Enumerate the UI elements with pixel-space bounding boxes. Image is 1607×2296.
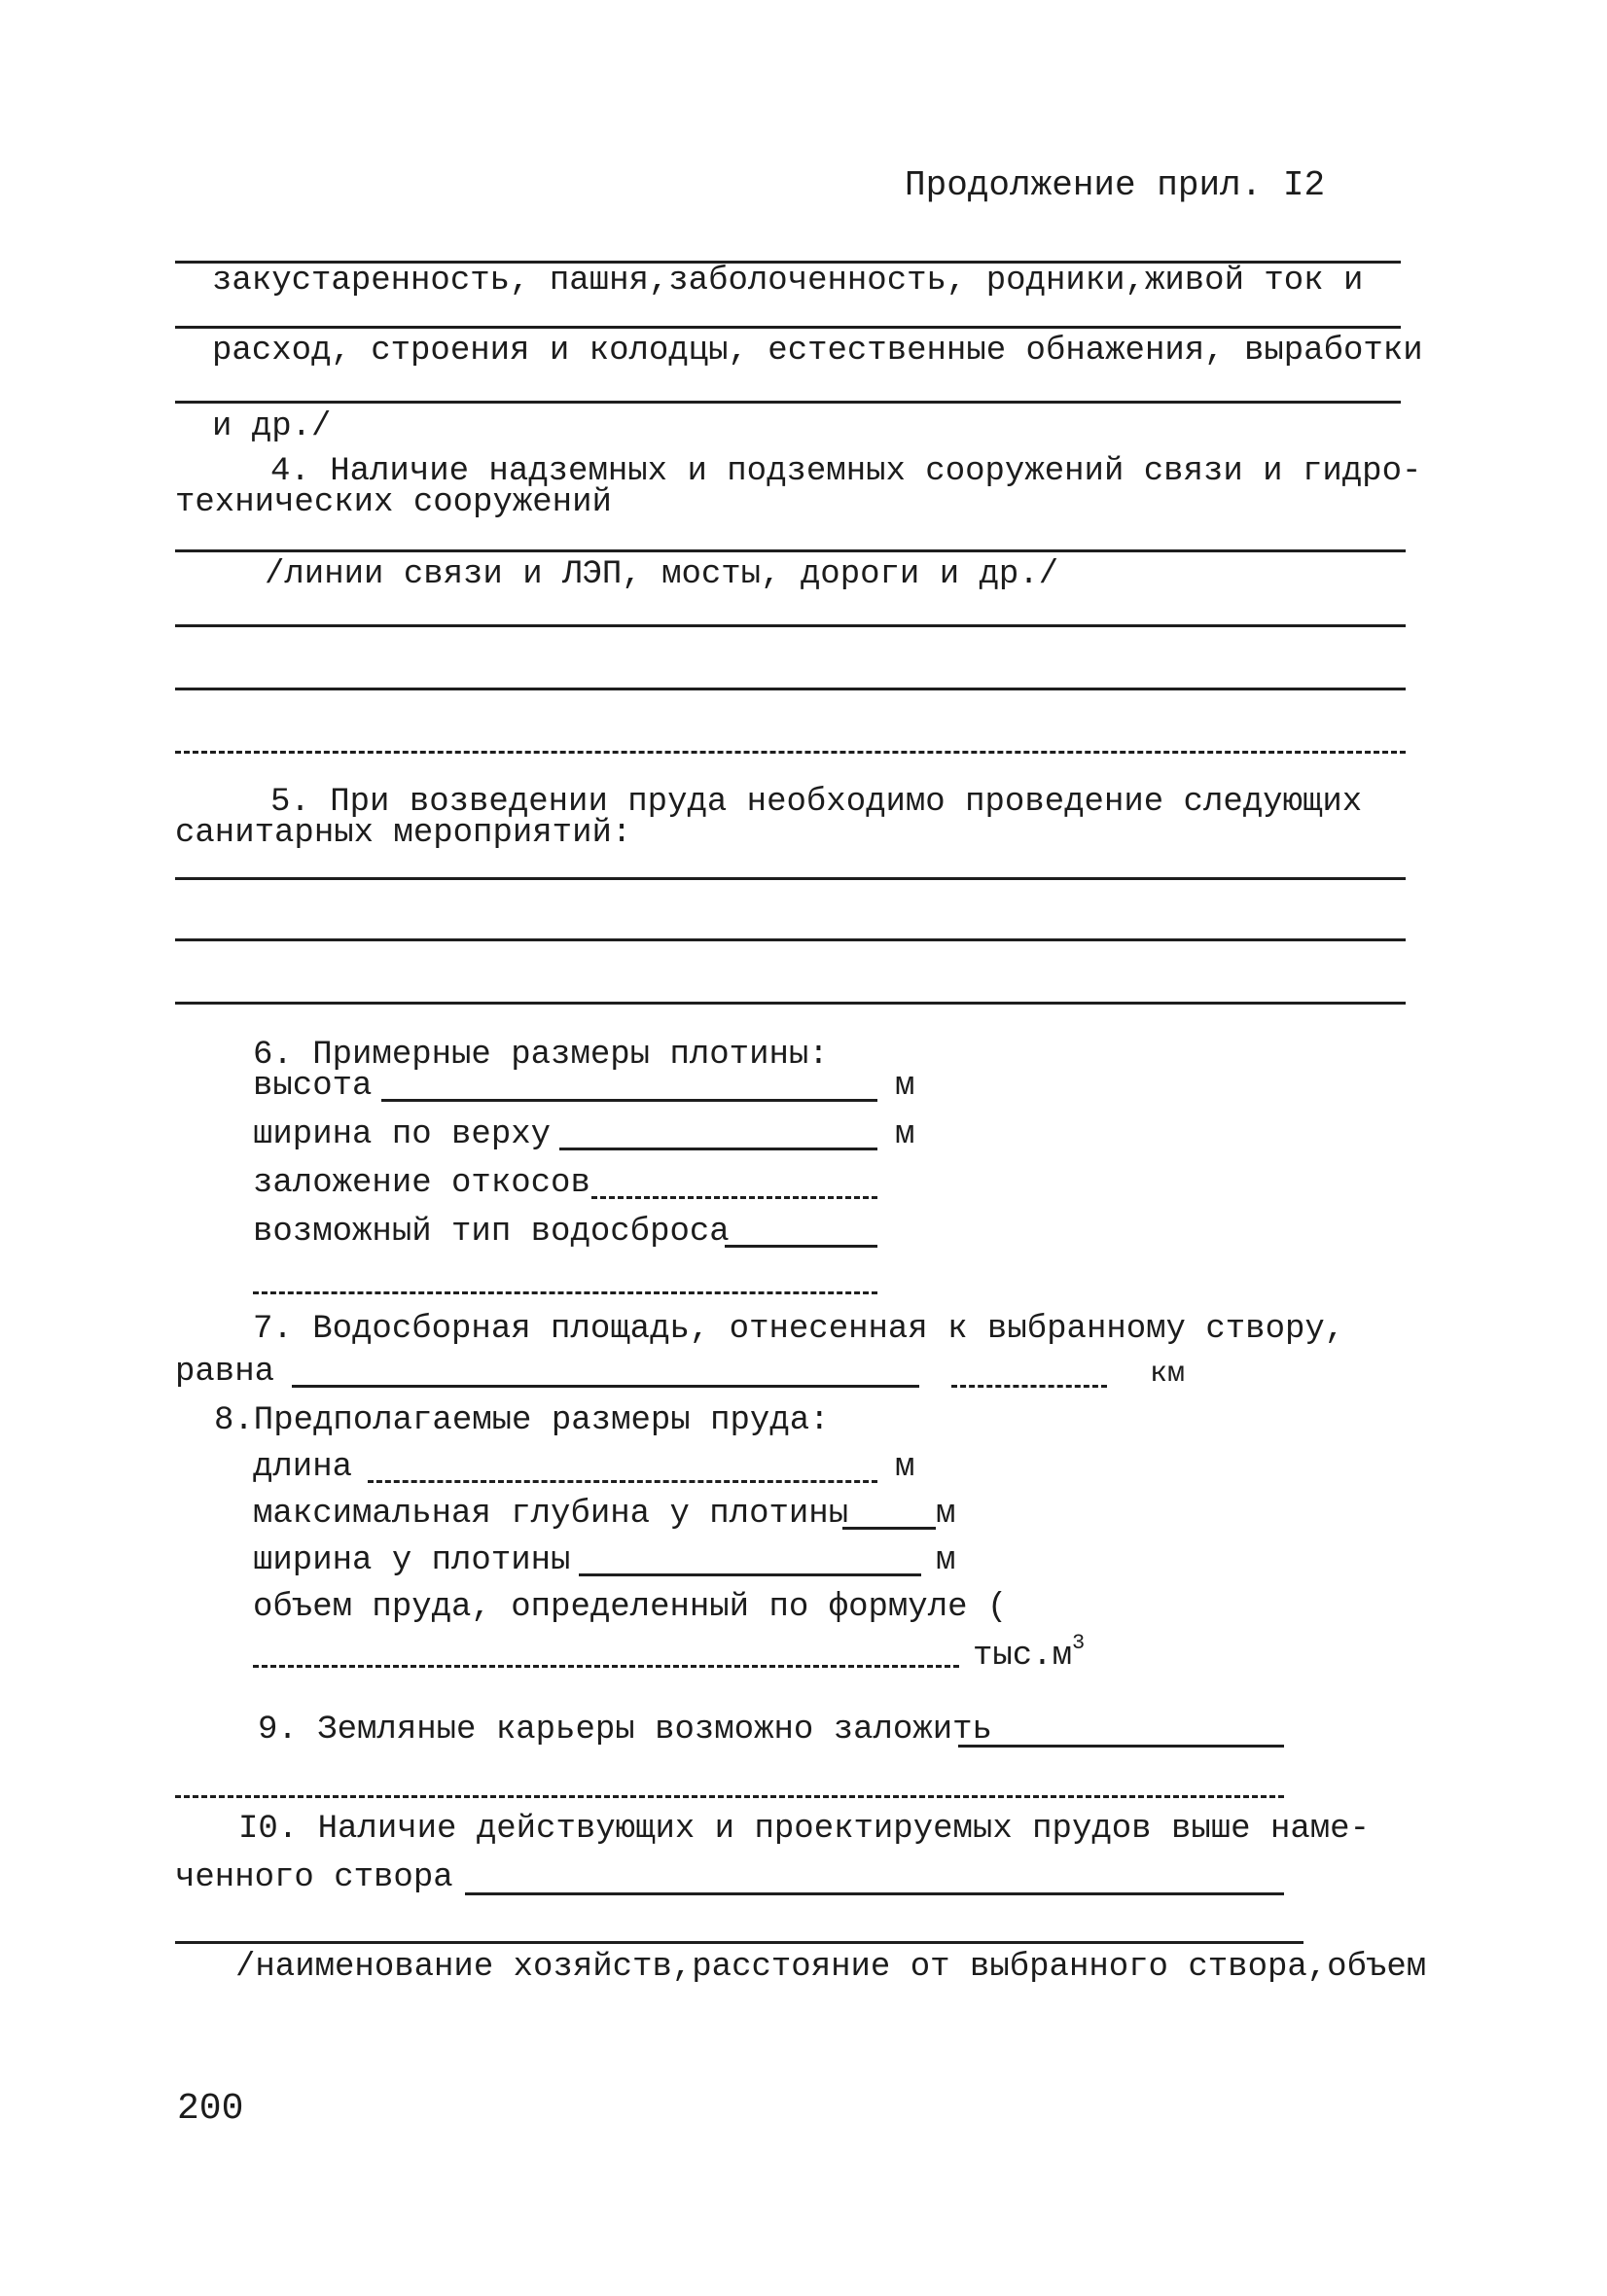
catchment-field[interactable]	[292, 1385, 919, 1388]
pond-volume-unit-text: тыс.м	[973, 1638, 1073, 1675]
pond-width-label: ширина у плотины	[253, 1542, 571, 1579]
fill-line	[175, 326, 1401, 329]
max-depth-label: максимальная глубина у плотины	[253, 1496, 849, 1533]
fill-line	[175, 938, 1406, 941]
pond-volume-field[interactable]	[253, 1665, 959, 1668]
section4-line2: технических сооружений	[175, 484, 612, 521]
pond-length-unit: м	[895, 1449, 915, 1486]
pond-volume-unit-sup: 3	[1072, 1631, 1086, 1655]
catchment-unit: км	[1150, 1358, 1186, 1391]
dam-height-field[interactable]	[381, 1099, 877, 1102]
dam-height-label: высота	[253, 1068, 373, 1105]
slope-label: заложение откосов	[253, 1165, 590, 1202]
fill-line	[175, 401, 1401, 404]
catchment-field-cont[interactable]	[951, 1385, 1107, 1388]
slope-field[interactable]	[591, 1196, 877, 1199]
fill-line	[175, 1941, 1303, 1944]
page-number: 200	[177, 2088, 244, 2130]
dam-width-label: ширина по верху	[253, 1116, 552, 1153]
section3-line2: расход, строения и колодцы, естественные обнажения, выработки	[212, 333, 1423, 370]
section5-line2: санитарных мероприятий:	[175, 815, 632, 852]
section4-line1: 4. Наличие надземных и подземных сооружений связи и гидро-	[270, 453, 1422, 490]
section8-title: 8.Предполагаемые размеры пруда:	[214, 1402, 830, 1439]
fill-line	[175, 688, 1406, 690]
continuation-header: Продолжение прил. I2	[905, 165, 1326, 205]
section4-hint: /линии связи и ЛЭП, мосты, дороги и др./	[265, 556, 1059, 593]
pond-width-field[interactable]	[579, 1573, 921, 1576]
dam-height-unit: м	[895, 1068, 915, 1105]
pond-width-unit: м	[936, 1542, 956, 1579]
spillway-field-cont[interactable]	[253, 1291, 877, 1294]
fill-line	[175, 877, 1406, 880]
fill-line	[175, 1002, 1406, 1005]
catchment-label: равна	[175, 1354, 275, 1391]
section10-line2: ченного створа	[175, 1859, 453, 1896]
max-depth-field[interactable]	[842, 1527, 936, 1530]
section9-line1: 9. Земляные карьеры возможно заложить	[258, 1712, 992, 1748]
section3-line1: закустаренность, пашня,заболоченность, родники,живой ток и	[212, 263, 1364, 300]
section10-hint: /наименование хозяйств,расстояние от выбранного створа,объем	[235, 1949, 1427, 1986]
pond-volume-label: объем пруда, определенный по формуле (	[253, 1589, 1008, 1626]
pond-length-field[interactable]	[368, 1480, 877, 1483]
quarry-field[interactable]	[958, 1745, 1284, 1748]
max-depth-unit: м	[936, 1496, 956, 1533]
dam-width-field[interactable]	[559, 1148, 877, 1150]
fill-line	[175, 751, 1406, 754]
section6-title: 6. Примерные размеры плотины:	[253, 1037, 829, 1074]
fill-line	[175, 549, 1406, 552]
fill-line	[175, 624, 1406, 627]
section5-line1: 5. При возведении пруда необходимо проведение следующих	[270, 784, 1363, 821]
spillway-field[interactable]	[725, 1245, 877, 1248]
pond-length-label: длина	[253, 1449, 353, 1486]
section3-line3: и др./	[212, 408, 332, 445]
pond-volume-unit	[973, 1631, 1086, 1678]
spillway-label: возможный тип водосброса	[253, 1214, 730, 1251]
section10-line1: I0. Наличие действующих и проектируемых прудов выше наме-	[238, 1811, 1370, 1848]
dam-width-unit: м	[895, 1116, 915, 1153]
upstream-ponds-field[interactable]	[465, 1892, 1284, 1895]
quarry-field-cont[interactable]	[175, 1795, 1284, 1798]
section7-line1: 7. Водосборная площадь, отнесенная к выбранному створу,	[253, 1311, 1345, 1348]
